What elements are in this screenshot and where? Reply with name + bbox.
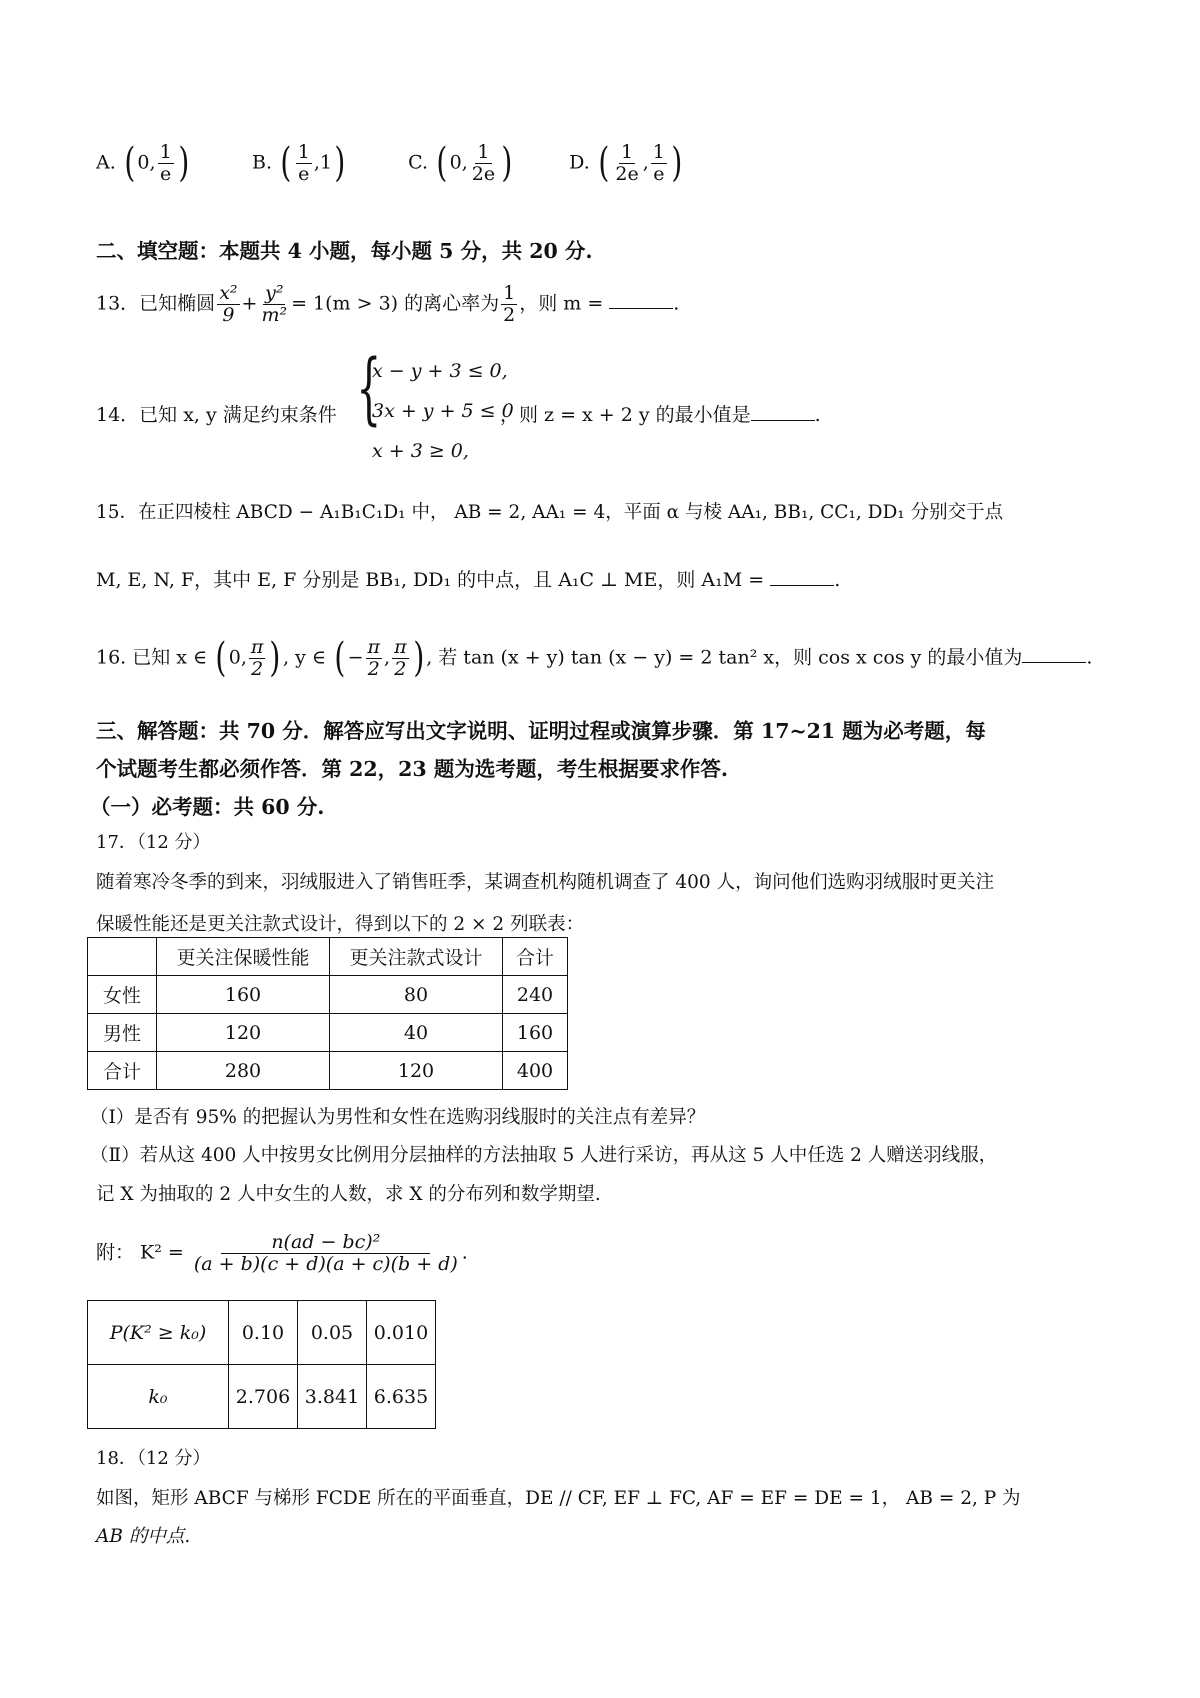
table-row bbox=[88, 1052, 568, 1090]
section3-line2: 个试题考生都必须作答．第 22，23 题为选考题，考生根据要求作答. bbox=[96, 757, 728, 781]
table-cell: 160 bbox=[157, 976, 330, 1014]
table-cell: 2.706 bbox=[229, 1365, 298, 1429]
table-cell: 400 bbox=[503, 1052, 568, 1090]
table-row bbox=[88, 976, 568, 1014]
table-cell: 280 bbox=[157, 1052, 330, 1090]
table-header-cell: 更关注保暖性能 bbox=[157, 938, 330, 976]
option-d: D. ( $\frac{1}{2e}$ , $\frac{1}{e}$ ) bbox=[569, 140, 683, 187]
question-15-line1: 15．在正四棱柱 ABCD − A₁B₁C₁D₁ 中， AB = 2, AA₁ = 4，平面 α 与棱 AA₁, BB₁, CC₁, DD₁ 分别交于点 bbox=[96, 502, 1004, 523]
constraint-1: x − y + 3 ≤ 0, bbox=[372, 360, 508, 382]
table-row bbox=[88, 1301, 436, 1365]
question-13: 13．已知椭圆 $\frac{\text{x²}}{9}$ + $\frac{\text{y²}}{\text{m²}}$ = 1(m > 3) 的离心率为 $\frac{1}{2}$ ，则 m = . bbox=[96, 282, 680, 326]
q18-header: 18．（12 分） bbox=[96, 1448, 211, 1469]
table-cell: 240 bbox=[503, 976, 568, 1014]
table-row bbox=[88, 1014, 568, 1052]
table-header-cell bbox=[88, 938, 157, 976]
constraint-2: 3x + y + 5 ≤ 0 bbox=[372, 400, 514, 422]
option-c: C. ( 0, $\frac{1}{2e}$ ) bbox=[408, 140, 513, 187]
table-cell: 3.841 bbox=[298, 1365, 367, 1429]
table-header-cell: 更关注款式设计 bbox=[330, 938, 503, 976]
table-cell: k₀ bbox=[88, 1365, 229, 1429]
q17-para1: 随着寒冷冬季的到来，羽绒服进入了销售旺季，某调查机构随机调查了 400 人，询问他们选购羽绒服时更关注 bbox=[96, 872, 995, 893]
table-header-cell: 合计 bbox=[503, 938, 568, 976]
table-cell: 0.010 bbox=[367, 1301, 436, 1365]
option-b: B. ( $\frac{1}{e}$ ,1) bbox=[252, 140, 346, 187]
table-cell: 120 bbox=[157, 1014, 330, 1052]
q17-part2a: （Ⅱ）若从这 400 人中按男女比例用分层抽样的方法抽取 5 人进行采访，再从这 5 人中任选 2 人赠送羽线服， bbox=[90, 1145, 998, 1166]
option-a: A. ( 0, $\frac{1}{e}$ ) bbox=[96, 140, 189, 187]
q14-answer-blank bbox=[751, 402, 815, 421]
table-cell: 40 bbox=[330, 1014, 503, 1052]
q17-part1: （Ⅰ）是否有 95% 的把握认为男性和女性在选购羽线服时的关注点有差异？ bbox=[90, 1107, 706, 1128]
table-cell: 女性 bbox=[88, 976, 157, 1014]
q17-part2b: 记 X 为抽取的 2 人中女生的人数，求 X 的分布列和数学期望. bbox=[96, 1184, 601, 1205]
table-cell: P(K² ≥ k₀) bbox=[88, 1301, 229, 1365]
table-cell: 男性 bbox=[88, 1014, 157, 1052]
table-row bbox=[88, 1365, 436, 1429]
table-cell: 合计 bbox=[88, 1052, 157, 1090]
k-squared-formula: 附： K² = $\frac{\text{n(ad − bc)²}}{(a + b)(c + d)(a + c)(b + d)}$ . bbox=[96, 1231, 468, 1275]
question-16: 16. 已知 x ∈ ( 0, $\frac{\pi}{2}$ ) , y ∈ ( − $\frac{\pi}{2}$ , $\frac{\pi}{2}$ ) , 若 tan (x + y) tan (x − y) = 2 tan² x，则 cos x cos y 的最小值为 . bbox=[96, 635, 1093, 682]
q17-header: 17．（12 分） bbox=[96, 832, 211, 853]
q17-para2: 保暖性能还是更关注款式设计，得到以下的 2 × 2 列联表： bbox=[96, 914, 585, 935]
section2-title: 二、填空题：本题共 4 小题，每小题 5 分，共 20 分. bbox=[96, 239, 593, 263]
k-critical-table bbox=[87, 1300, 436, 1429]
constraint-3: x + 3 ≥ 0, bbox=[372, 440, 469, 462]
question-15-line2: M, E, N, F，其中 E, F 分别是 BB₁, DD₁ 的中点，且 A₁C ⊥ ME，则 A₁M = . bbox=[96, 569, 841, 591]
question-14-tail: ，则 z = x + 2 y 的最小值是 . bbox=[500, 404, 821, 426]
question-14-label: 14．已知 x, y 满足约束条件 bbox=[96, 404, 337, 426]
table-cell: 160 bbox=[503, 1014, 568, 1052]
table-header-row bbox=[88, 938, 568, 976]
section3-subtitle: （一）必考题：共 60 分. bbox=[90, 795, 325, 819]
constraint-brace: { bbox=[356, 344, 382, 434]
q18-para2: AB 的中点. bbox=[96, 1526, 191, 1547]
table-cell: 0.05 bbox=[298, 1301, 367, 1365]
table-cell: 120 bbox=[330, 1052, 503, 1090]
table-cell: 6.635 bbox=[367, 1365, 436, 1429]
table-cell: 80 bbox=[330, 976, 503, 1014]
q16-answer-blank bbox=[1022, 644, 1086, 663]
section3-line1: 三、解答题：共 70 分．解答应写出文字说明、证明过程或演算步骤．第 17~21 题为必考题，每 bbox=[96, 719, 986, 743]
table-cell: 0.10 bbox=[229, 1301, 298, 1365]
q18-para1: 如图，矩形 ABCF 与梯形 FCDE 所在的平面垂直，DE // CF, EF ⊥ FC, AF = EF = DE = 1， AB = 2, P 为 bbox=[96, 1488, 1021, 1509]
q13-answer-blank bbox=[609, 290, 673, 309]
q15-answer-blank bbox=[770, 567, 834, 586]
q12-options bbox=[96, 142, 685, 185]
contingency-table bbox=[87, 937, 568, 1090]
